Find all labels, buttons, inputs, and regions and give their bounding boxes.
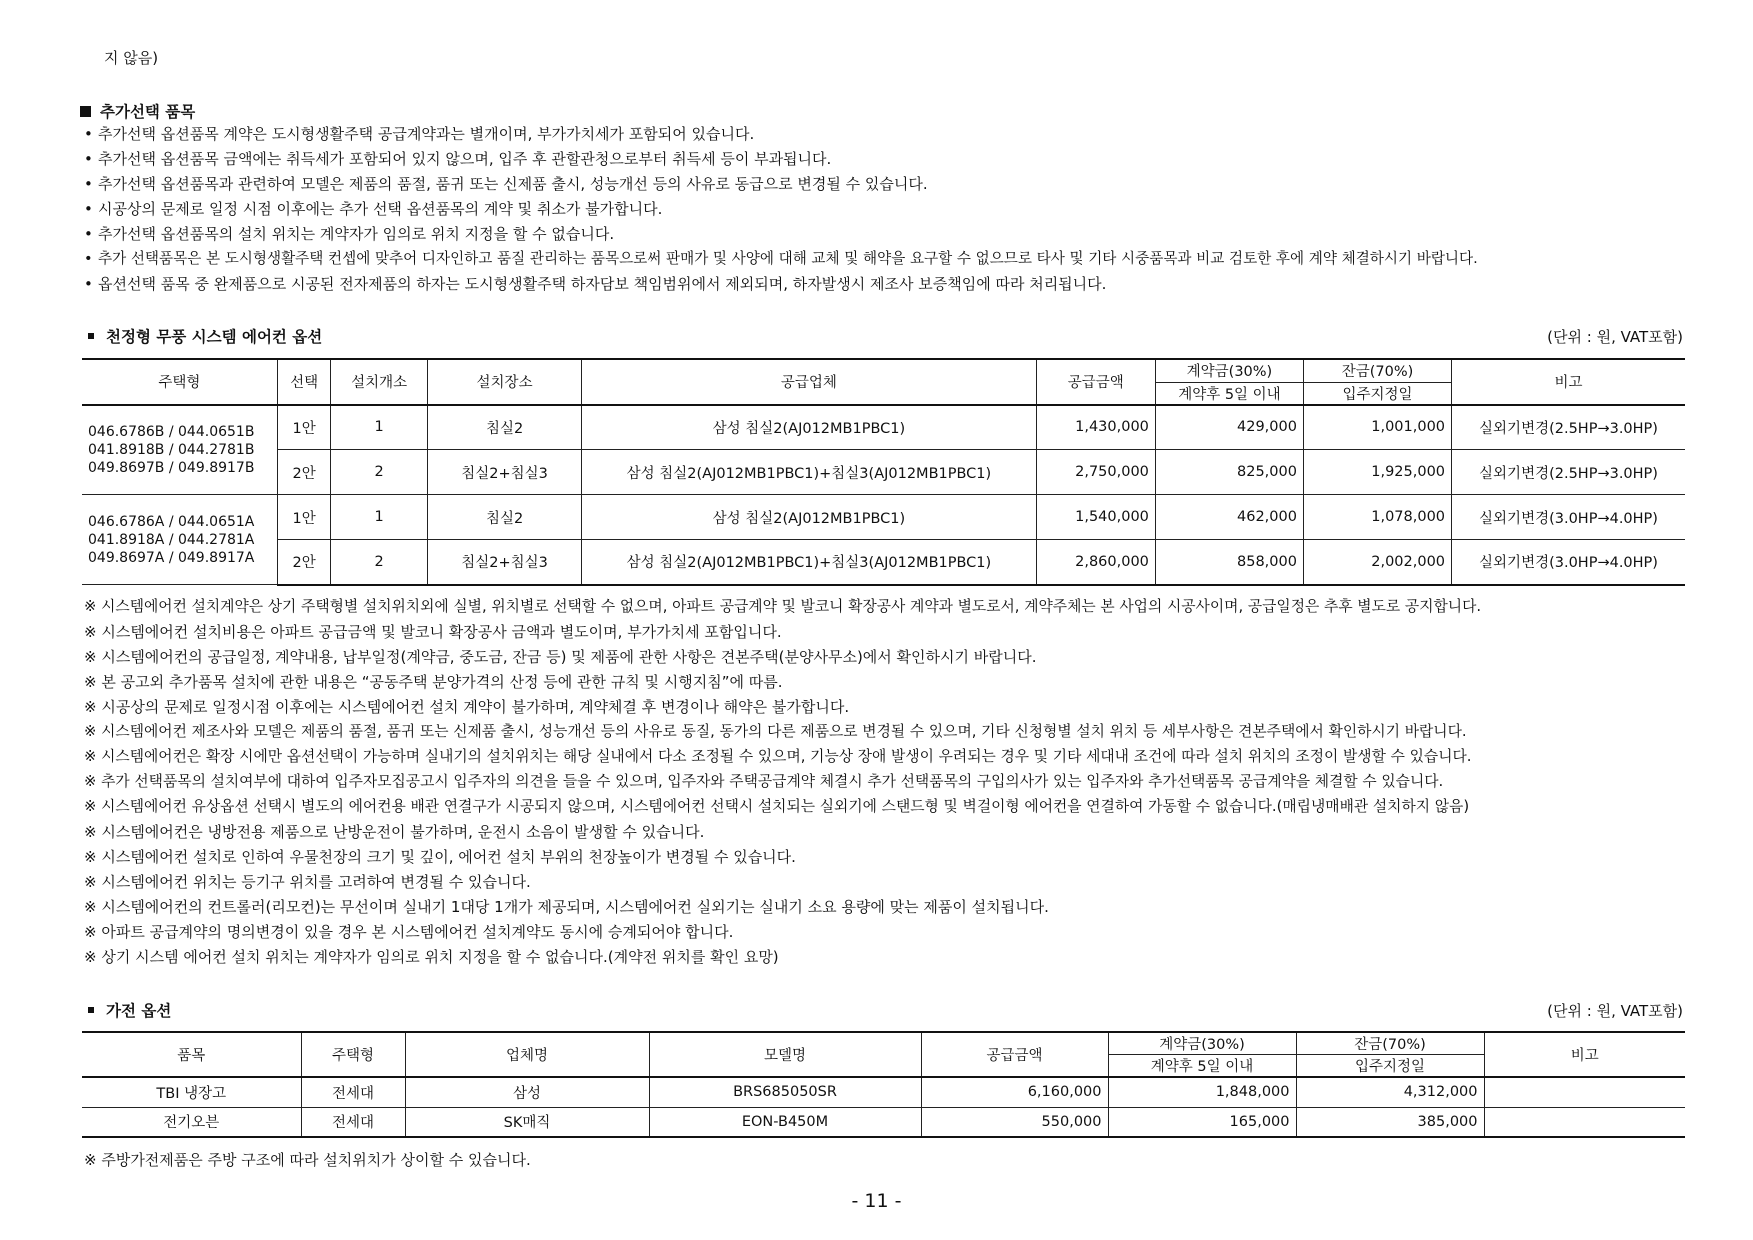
- aircon-unit-label: (단위 : 원, VAT포함): [1547, 328, 1683, 346]
- note-line: ※ 시공상의 문제로 일정시점 이후에는 시스템에어컨 설치 계약이 불가하며, 계약체결 후 변경이나 해약은 불가합니다.: [84, 698, 850, 716]
- note-cell: [1484, 1107, 1685, 1137]
- bullet-dot-icon: •: [84, 175, 93, 193]
- deposit-cell: 429,000: [1155, 405, 1303, 450]
- list-item-text: 추가 선택품목은 본 도시형생활주택 컨셉에 맞추어 디자인하고 품질 관리하는 품목으로써 판매가 및 사양에 대해 교체 및 해약을 요구할 수 없으므로 타사 및 기타 시중품목과 비교 검토한 후에 계약 체결하시기 바랍니다.: [98, 250, 1478, 267]
- header-place: 설치장소: [427, 359, 581, 405]
- bullet-dot-icon: •: [84, 200, 93, 218]
- vendor-cell: 삼성 침실2(AJ012MB1PBC1): [582, 405, 1036, 450]
- note-line: ※ 시스템에어컨 설치비용은 아파트 공급금액 및 발코니 확장공사 금액과 별도이며, 부가가치세 포함입니다.: [84, 623, 782, 641]
- count-cell: 2: [331, 540, 428, 585]
- choice-cell: 1안: [277, 405, 330, 450]
- bullet-dot-icon: •: [84, 150, 93, 168]
- header-deposit: 계약금(30%): [1155, 359, 1303, 382]
- place-cell: 침실2: [427, 405, 581, 450]
- square-bullet-icon: [88, 333, 94, 339]
- type-cell: [82, 495, 277, 585]
- continuation-text: 지 않음): [104, 49, 159, 67]
- header-note: 비고: [1484, 1032, 1685, 1077]
- balance-cell: 4,312,000: [1296, 1077, 1484, 1107]
- appliance-heading: [80, 999, 171, 1021]
- count-cell: 1: [331, 495, 428, 540]
- header-balance-sub: 입주지정일: [1303, 382, 1451, 405]
- header-balance: 잔금(70%): [1303, 359, 1451, 382]
- deposit-cell: 165,000: [1108, 1107, 1296, 1137]
- table-row: [82, 495, 1685, 540]
- type-line: 041.8918B / 044.2781B: [88, 441, 255, 458]
- header-item: 품목: [82, 1032, 301, 1077]
- aircon-heading: [80, 325, 322, 347]
- header-balance: 잔금(70%): [1296, 1032, 1484, 1055]
- header-model: 모델명: [649, 1032, 921, 1077]
- list-item-text: 추가선택 옵션품목과 관련하여 모델은 제품의 품절, 품귀 또는 신제품 출시, 성능개선 등의 사유로 동급으로 변경될 수 있습니다.: [98, 175, 928, 193]
- table-row: [82, 540, 1685, 585]
- extra-items-list: [84, 124, 1478, 299]
- list-item: [84, 224, 1478, 249]
- vendor-cell: SK매직: [405, 1107, 649, 1137]
- square-bullet-icon: [80, 106, 91, 117]
- vendor-cell: 삼성 침실2(AJ012MB1PBC1)+침실3(AJ012MB1PBC1): [582, 540, 1036, 585]
- deposit-cell: 858,000: [1155, 540, 1303, 585]
- place-cell: 침실2: [427, 495, 581, 540]
- square-bullet-icon: [88, 1007, 94, 1013]
- bullet-dot-icon: •: [84, 125, 93, 143]
- header-count: 설치개소: [331, 359, 428, 405]
- bullet-dot-icon: •: [84, 225, 93, 243]
- note-line: ※ 시스템에어컨 설치계약은 상기 주택형별 설치위치외에 실별, 위치별로 선택할 수 없으며, 아파트 공급계약 및 발코니 확장공사 계약과 별도로서, 계약주체는 본 사업의 시공사이며, 공급일정은 추후 별도로 공지합니다.: [84, 598, 1482, 615]
- list-item-text: 옵션선택 품목 중 완제품으로 시공된 전자제품의 하자는 도시형생활주택 하자담보 책임범위에서 제외되며, 하자발생시 제조사 보증책임에 따라 처리됩니다.: [98, 275, 1107, 293]
- note-line: ※ 시스템에어컨 위치는 등기구 위치를 고려하여 변경될 수 있습니다.: [84, 873, 531, 891]
- table-row: [82, 450, 1685, 495]
- header-type: 주택형: [301, 1032, 405, 1077]
- list-item: [84, 124, 1478, 149]
- note-line: ※ 시스템에어컨은 확장 시에만 옵션선택이 가능하며 실내기의 설치위치는 해당 실내에서 다소 조정될 수 있으며, 기능상 장애 발생이 우려되는 경우 및 기타 세대내 조건에 따라 설치 위치의 조정이 발생할 수 있습니다.: [84, 748, 1472, 765]
- aircon-title: 천정형 무풍 시스템 에어컨 옵션: [106, 328, 323, 346]
- extra-items-heading: [80, 100, 195, 122]
- header-amount: 공급금액: [1036, 359, 1155, 405]
- note-line: ※ 주방가전제품은 주방 구조에 따라 설치위치가 상이할 수 있습니다.: [84, 1151, 531, 1169]
- header-amount: 공급금액: [921, 1032, 1108, 1077]
- list-item-text: 추가선택 옵션품목 계약은 도시형생활주택 공급계약과는 별개이며, 부가가치세가 포함되어 있습니다.: [98, 125, 755, 143]
- header-balance-sub: 입주지정일: [1296, 1055, 1484, 1078]
- note-cell: 실외기변경(2.5HP→3.0HP): [1452, 450, 1685, 495]
- header-deposit-sub: 계약후 5일 이내: [1155, 382, 1303, 405]
- header-type: 주택형: [82, 359, 277, 405]
- table-row: [82, 1077, 1685, 1107]
- note-line: ※ 시스템에어컨의 공급일정, 계약내용, 납부일정(계약금, 중도금, 잔금 등) 및 제품에 관한 사항은 견본주택(분양사무소)에서 확인하시기 바랍니다.: [84, 648, 1037, 666]
- deposit-cell: 825,000: [1155, 450, 1303, 495]
- type-line: 049.8697A / 049.8917A: [88, 549, 255, 566]
- vendor-cell: 삼성: [405, 1077, 649, 1107]
- note-line: ※ 본 공고외 추가품목 설치에 관한 내용은 “공동주택 분양가격의 산정 등에 관한 규칙 및 시행지침”에 따름.: [84, 673, 783, 691]
- extra-items-title: 추가선택 품목: [100, 103, 196, 121]
- amount-cell: 2,860,000: [1036, 540, 1155, 585]
- aircon-notes: [84, 597, 1481, 972]
- type-cell: [82, 405, 277, 495]
- balance-cell: 1,001,000: [1303, 405, 1451, 450]
- list-item: [84, 149, 1478, 174]
- deposit-cell: 462,000: [1155, 495, 1303, 540]
- bullet-dot-icon: •: [84, 250, 93, 267]
- amount-cell: 1,540,000: [1036, 495, 1155, 540]
- header-note: 비고: [1452, 359, 1685, 405]
- choice-cell: 2안: [277, 540, 330, 585]
- list-item: [84, 199, 1478, 224]
- aircon-table: [82, 358, 1685, 586]
- note-line: ※ 추가 선택품목의 설치여부에 대하여 입주자모집공고시 입주자의 의견을 들을 수 있으며, 입주자와 주택공급계약 체결시 추가 선택품목의 구입의사가 있는 입주자와 추가선택품목 공급계약을 체결할 수 있습니다.: [84, 773, 1444, 790]
- amount-cell: 550,000: [921, 1107, 1108, 1137]
- type-line: 046.6786B / 044.0651B: [88, 423, 255, 440]
- item-cell: TBI 냉장고: [82, 1077, 301, 1107]
- list-item: [84, 174, 1478, 199]
- balance-cell: 2,002,000: [1303, 540, 1451, 585]
- balance-cell: 385,000: [1296, 1107, 1484, 1137]
- vendor-cell: 삼성 침실2(AJ012MB1PBC1)+침실3(AJ012MB1PBC1): [582, 450, 1036, 495]
- header-deposit-sub: 계약후 5일 이내: [1108, 1055, 1296, 1078]
- note-line: ※ 시스템에어컨 유상옵션 선택시 별도의 에어컨용 배관 연결구가 시공되지 않으며, 시스템에어컨 선택시 설치되는 실외기에 스탠드형 및 벽걸이형 에어컨을 연결하여 가동할 수 없습니다.(매립냉매배관 설치하지 않음): [84, 798, 1470, 815]
- count-cell: 2: [331, 450, 428, 495]
- note-cell: [1484, 1077, 1685, 1107]
- type-cell: 전세대: [301, 1107, 405, 1137]
- balance-cell: 1,078,000: [1303, 495, 1451, 540]
- appliance-unit-label: (단위 : 원, VAT포함): [1547, 1002, 1683, 1020]
- list-item: [84, 249, 1478, 274]
- amount-cell: 1,430,000: [1036, 405, 1155, 450]
- balance-cell: 1,925,000: [1303, 450, 1451, 495]
- deposit-cell: 1,848,000: [1108, 1077, 1296, 1107]
- type-line: 046.6786A / 044.0651A: [88, 513, 255, 530]
- amount-cell: 2,750,000: [1036, 450, 1155, 495]
- note-line: ※ 시스템에어컨은 냉방전용 제품으로 난방운전이 불가하며, 운전시 소음이 발생할 수 있습니다.: [84, 823, 705, 841]
- model-cell: EON-B450M: [649, 1107, 921, 1137]
- header-deposit: 계약금(30%): [1108, 1032, 1296, 1055]
- note-cell: 실외기변경(3.0HP→4.0HP): [1452, 495, 1685, 540]
- vendor-cell: 삼성 침실2(AJ012MB1PBC1): [582, 495, 1036, 540]
- type-line: 041.8918A / 044.2781A: [88, 531, 255, 548]
- appliance-table: [82, 1031, 1685, 1138]
- note-line: ※ 시스템에어컨 설치로 인하여 우물천장의 크기 및 깊이, 에어컨 설치 부위의 천장높이가 변경될 수 있습니다.: [84, 848, 796, 866]
- note-line: ※ 시스템에어컨 제조사와 모델은 제품의 품절, 품귀 또는 신제품 출시, 성능개선 등의 사유로 동질, 동가의 다른 제품으로 변경될 수 있으며, 기타 신청형별 설치 위치 등 세부사항은 견본주택에서 확인하시기 바랍니다.: [84, 723, 1467, 740]
- note-cell: 실외기변경(2.5HP→3.0HP): [1452, 405, 1685, 450]
- place-cell: 침실2+침실3: [427, 450, 581, 495]
- table-row: [82, 1107, 1685, 1137]
- appliance-title: 가전 옵션: [106, 1002, 172, 1020]
- choice-cell: 2안: [277, 450, 330, 495]
- list-item-text: 시공상의 문제로 일정 시점 이후에는 추가 선택 옵션품목의 계약 및 취소가 불가합니다.: [98, 200, 663, 218]
- note-line: ※ 상기 시스템 에어컨 설치 위치는 계약자가 임의로 위치 지정을 할 수 없습니다.(계약전 위치를 확인 요망): [84, 948, 779, 966]
- list-item-text: 추가선택 옵션품목 금액에는 취득세가 포함되어 있지 않으며, 입주 후 관할관청으로부터 취득세 등이 부과됩니다.: [98, 150, 832, 168]
- list-item-text: 추가선택 옵션품목의 설치 위치는 계약자가 임의로 위치 지정을 할 수 없습니다.: [98, 225, 615, 243]
- item-cell: 전기오븐: [82, 1107, 301, 1137]
- choice-cell: 1안: [277, 495, 330, 540]
- type-cell: 전세대: [301, 1077, 405, 1107]
- count-cell: 1: [331, 405, 428, 450]
- header-vendor: 공급업체: [582, 359, 1036, 405]
- appliance-notes: [84, 1150, 531, 1175]
- header-vendor: 업체명: [405, 1032, 649, 1077]
- place-cell: 침실2+침실3: [427, 540, 581, 585]
- page-number: - 11 -: [851, 1190, 902, 1212]
- bullet-dot-icon: •: [84, 275, 93, 293]
- note-line: ※ 아파트 공급계약의 명의변경이 있을 경우 본 시스템에어컨 설치계약도 동시에 승계되어야 합니다.: [84, 923, 734, 941]
- note-cell: 실외기변경(3.0HP→4.0HP): [1452, 540, 1685, 585]
- table-row: [82, 405, 1685, 450]
- type-line: 049.8697B / 049.8917B: [88, 459, 255, 476]
- amount-cell: 6,160,000: [921, 1077, 1108, 1107]
- note-line: ※ 시스템에어컨의 컨트롤러(리모컨)는 무선이며 실내기 1대당 1개가 제공되며, 시스템에어컨 실외기는 실내기 소요 용량에 맞는 제품이 설치됩니다.: [84, 898, 1049, 916]
- list-item: [84, 274, 1478, 299]
- model-cell: BRS685050SR: [649, 1077, 921, 1107]
- header-choice: 선택: [277, 359, 330, 405]
